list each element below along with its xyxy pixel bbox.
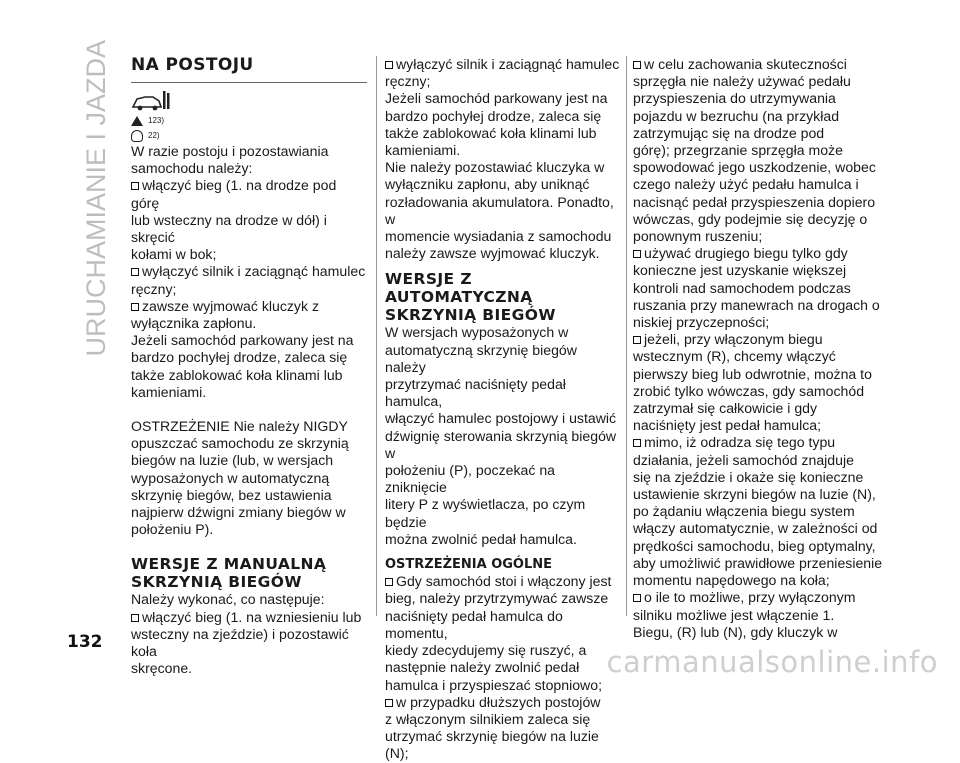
list-item: w celu zachowania skuteczności sprzęgła nie należy używać pedału przyspieszenia do utrzymywania pojazdu w bezruchu (na przykład zatrzymując się na drodze pod górę); przegrzanie sprzęgła może spowodować jego uszkodzenie, wobec czego należy użyć pedału hamulca i nacisnąć pedał przyspieszenia dopiero wówczas, gdy podejmie się decyzję o ponownym ruszeniu; xyxy=(633,56,876,245)
list-item: o ile to możliwe, przy wyłączonym silniku możliwe jest włączenie 1. xyxy=(633,589,856,623)
list-item: włączyć bieg (1. na drodze pod górę lub wsteczny na drodze w dół) i skręcić kołami w bok; xyxy=(131,177,337,263)
paragraph: Jeżeli samochód parkowany jest na bardzo pochyłej drodze, zaleca się także zablokować koła klinami lub kamieniami. xyxy=(385,90,608,159)
warning-triangle-icon xyxy=(131,116,143,126)
parking-icons xyxy=(131,89,367,111)
checkbox-bullet-icon xyxy=(385,578,393,586)
chapter-side-tab: URUCHAMIANIE I JAZDA xyxy=(80,40,111,357)
checkbox-bullet-icon xyxy=(385,61,393,69)
paragraph: Jeżeli samochód parkowany jest na bardzo pochyłej drodze, zaleca się także zablokować koła klinami lub kamieniami. xyxy=(131,332,354,400)
paragraph: Nie należy pozostawiać kluczyka w wyłączniku zapłonu, aby uniknąć rozładowania akumulatora. Ponadto, w momencie wysiadania z samochodu należy zawsze wyjmować kluczyk. xyxy=(385,159,614,262)
section-title: NA POSTOJU xyxy=(131,56,367,83)
warning-paragraph: OSTRZEŻENIE Nie należy NIGDY opuszczać samochodu ze skrzynią biegów na luzie (lub, w wersjach wyposażonych w automatyczną skrzynię biegów, bez ustawienia najpierw dźwigni zmiany biegów w położeniu P). xyxy=(131,418,349,538)
paragraph: Należy wykonać, co następuje: xyxy=(131,591,325,608)
checkbox-bullet-icon xyxy=(131,303,139,311)
checkbox-bullet-icon xyxy=(385,699,393,707)
page-number: 132 xyxy=(67,632,103,652)
column-divider xyxy=(626,56,627,616)
list-item: mimo, iż odradza się tego typu działania, jeżeli samochód znajduje się na zjeździe i okaże się konieczne ustawienie skrzyni biegów na luzie (N), po żądaniu włączenia biegu system włączy automatycznie, w zależności od prędkości samochodu, bieg optymalny, aby umożliwić prawidłowe przeniesienie momentu napędowego na koła; xyxy=(633,434,883,589)
bulb-note-icon xyxy=(131,130,143,142)
checkbox-bullet-icon xyxy=(131,614,139,622)
section-title: WERSJE Z AUTOMATYCZNĄ SKRZYNIĄ BIEGÓW xyxy=(385,270,556,325)
checkbox-bullet-icon xyxy=(131,182,139,190)
list-item: wyłączyć silnik i zaciągnąć hamulec ręczny; xyxy=(131,263,366,297)
list-item: wyłączyć silnik i zaciągnąć hamulec ręczny; xyxy=(385,56,620,90)
parking-car-icon xyxy=(131,89,173,111)
column-3 xyxy=(633,56,885,641)
paragraph: W wersjach wyposażonych w automatyczną skrzynię biegów należy przytrzymać naciśnięty pedał hamulca, włączyć hamulec postojowy i ustawić dźwignię sterowania skrzynią biegów w położeniu (P), poczekać na zniknięcie litery P z wyświetlacza, po czym będzie można zwolnić pedał hamulca. xyxy=(385,324,617,547)
column-divider xyxy=(376,56,377,616)
list-item: Gdy samochód stoi i włączony jest bieg, należy przytrzymywać zawsze naciśnięty pedał hamulca do momentu, kiedy zdecydujemy się ruszyć, a następnie należy zwolnić pedał hamulca i przyspieszać stopniowo; xyxy=(385,573,612,693)
list-item: używać drugiego biegu tylko gdy konieczne jest uzyskanie większej kontroli nad samochodem podczas ruszania przy manewrach na drogach o niskiej przyczepności; xyxy=(633,245,880,331)
checkbox-bullet-icon xyxy=(633,61,641,69)
paragraph: W razie postoju i pozostawiania samochodu należy: xyxy=(131,143,329,177)
note-reference: 22) xyxy=(131,128,367,143)
list-item: zawsze wyjmować kluczyk z wyłącznika zapłonu. xyxy=(131,297,319,332)
checkbox-bullet-icon xyxy=(633,336,641,344)
watermark: carmanualsonline.info xyxy=(606,645,938,679)
list-item: włączyć bieg (1. na wzniesieniu lub wsteczny na zjeździe) i pozostawić koła skręcone. xyxy=(131,608,362,677)
checkbox-bullet-icon xyxy=(633,594,641,602)
column-2 xyxy=(385,56,620,763)
subsection-title: OSTRZEŻENIA OGÓLNE xyxy=(385,557,553,573)
column-1 xyxy=(131,56,367,677)
checkbox-bullet-icon xyxy=(633,250,641,258)
checkbox-bullet-icon xyxy=(131,268,139,276)
list-item: w przypadku dłuższych postojów z włączonym silnikiem zaleca się utrzymać skrzynię biegów na luzie (N); xyxy=(385,693,601,762)
paragraph: Biegu, (R) lub (N), gdy kluczyk w xyxy=(633,623,838,640)
checkbox-bullet-icon xyxy=(633,439,641,447)
warning-reference: 123) xyxy=(131,113,367,128)
list-item: jeżeli, przy włączonym biegu wstecznym (R), chcemy włączyć pierwszy bieg lub odwrotnie, można to zrobić tylko wówczas, gdy samochód zatrzymał się całkowicie i gdy naciśnięty jest pedał hamulca; xyxy=(633,331,872,434)
section-title: WERSJE Z MANUALNĄ SKRZYNIĄ BIEGÓW xyxy=(131,555,327,592)
